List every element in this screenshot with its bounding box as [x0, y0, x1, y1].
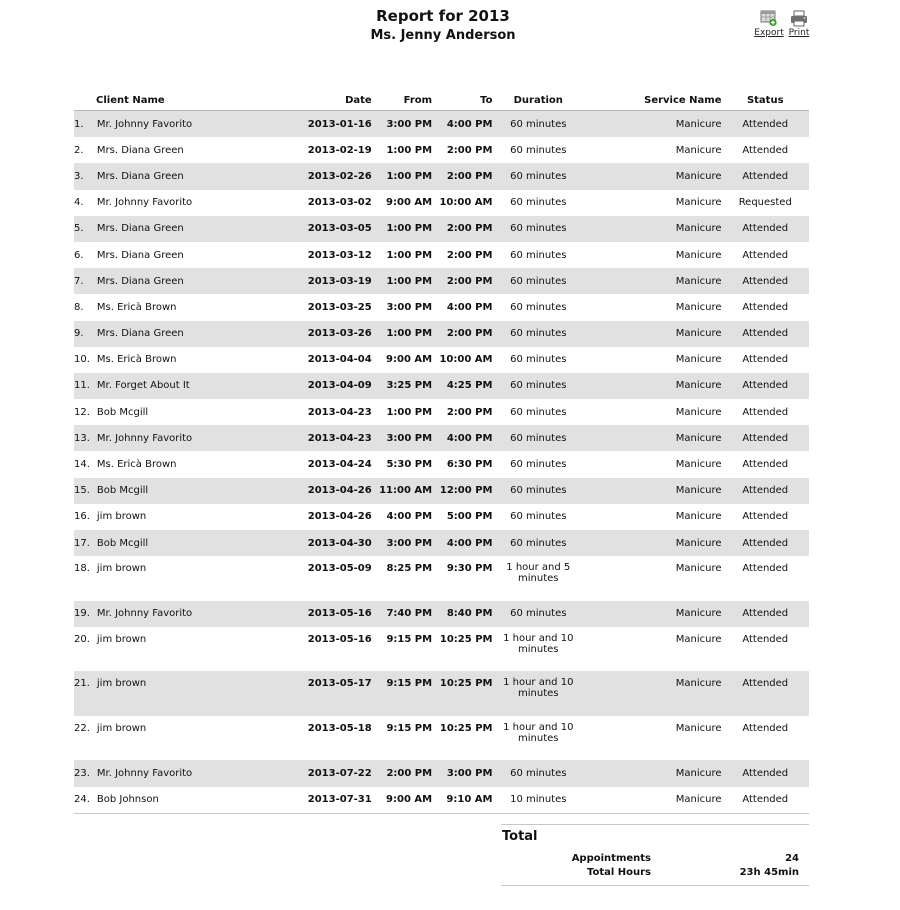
service-name: Manicure — [675, 197, 722, 209]
duration-cell: 60 minutes — [510, 406, 567, 418]
row-number: 7. — [74, 275, 84, 287]
service-name: Manicure — [675, 767, 722, 779]
client-name: Ms. Ericà Brown — [96, 354, 177, 366]
service-name: Manicure — [675, 275, 722, 287]
duration-cell: 60 minutes — [510, 328, 567, 340]
from-time: 8:25 PM — [386, 563, 433, 575]
from-time: 9:15 PM — [386, 678, 433, 690]
status-cell: Attended — [742, 633, 789, 645]
client-name: Mr. Johnny Favorito — [96, 767, 193, 779]
row-number: 14. — [74, 459, 90, 471]
to-time: 4:25 PM — [446, 380, 493, 392]
service-name: Manicure — [675, 223, 722, 235]
report-subtitle: Ms. Jenny Anderson — [370, 28, 516, 43]
status-cell: Attended — [742, 511, 789, 523]
to-time: 4:00 PM — [446, 301, 493, 313]
service-name: Manicure — [675, 118, 722, 130]
date-cell: 2013-05-17 — [307, 678, 372, 690]
service-name: Manicure — [675, 563, 722, 575]
service-name: Manicure — [675, 459, 722, 471]
export-label: Export — [754, 28, 784, 38]
client-name: Mrs. Diana Green — [96, 328, 184, 340]
duration-cell: 60 minutes — [510, 608, 567, 620]
table-row — [74, 294, 809, 320]
row-number: 22. — [74, 722, 90, 734]
from-time: 1:00 PM — [386, 406, 433, 418]
service-name: Manicure — [675, 794, 722, 806]
status-cell: Attended — [742, 459, 789, 471]
table-row — [74, 425, 809, 451]
client-name: Bob Mcgill — [96, 485, 149, 497]
status-cell: Attended — [742, 406, 789, 418]
table-row — [74, 530, 809, 556]
duration-cell: 60 minutes — [510, 511, 567, 523]
to-time: 4:00 PM — [446, 118, 493, 130]
table-row — [74, 321, 809, 347]
duration-cell: 60 minutes — [510, 118, 567, 130]
date-cell: 2013-04-23 — [307, 432, 372, 444]
date-cell: 2013-05-16 — [307, 633, 372, 645]
column-header-client: Client Name — [96, 94, 165, 106]
row-number: 24. — [74, 794, 90, 806]
status-cell: Attended — [742, 563, 789, 575]
table-row — [74, 373, 809, 399]
date-cell: 2013-03-25 — [307, 301, 372, 313]
to-time: 2:00 PM — [446, 144, 493, 156]
row-number: 2. — [74, 144, 84, 156]
date-cell: 2013-04-23 — [307, 406, 372, 418]
client-name: Bob Mcgill — [96, 406, 149, 418]
duration-cell: 60 minutes — [510, 301, 567, 313]
date-cell: 2013-03-26 — [307, 328, 372, 340]
column-header-service: Service Name — [644, 94, 722, 106]
date-cell: 2013-07-22 — [307, 767, 372, 779]
to-time: 10:25 PM — [439, 722, 493, 734]
duration-cell: 60 minutes — [510, 223, 567, 235]
status-cell: Attended — [742, 485, 789, 497]
client-name: Bob Mcgill — [96, 537, 149, 549]
to-time: 2:00 PM — [446, 275, 493, 287]
service-name: Manicure — [675, 328, 722, 340]
export-button[interactable] — [756, 10, 782, 38]
row-number: 13. — [74, 432, 90, 444]
to-time: 10:25 PM — [439, 678, 493, 690]
client-name: jim brown — [96, 563, 147, 575]
print-button[interactable] — [786, 10, 812, 38]
client-name: Mrs. Diana Green — [96, 275, 184, 287]
table-row — [74, 556, 809, 601]
to-time: 2:00 PM — [446, 328, 493, 340]
from-time: 9:00 AM — [386, 794, 433, 806]
client-name: Mrs. Diana Green — [96, 170, 184, 182]
from-time: 1:00 PM — [386, 170, 433, 182]
table-row — [74, 399, 809, 425]
from-time: 3:00 PM — [386, 301, 433, 313]
client-name: Bob Johnson — [96, 794, 159, 806]
column-header-duration: Duration — [513, 94, 563, 106]
service-name: Manicure — [675, 144, 722, 156]
service-name: Manicure — [675, 633, 722, 645]
client-name: Mrs. Diana Green — [96, 249, 184, 261]
column-header-to: To — [480, 94, 493, 106]
appointments-table — [74, 90, 809, 814]
client-name: Mr. Forget About It — [96, 380, 190, 392]
date-cell: 2013-05-18 — [307, 722, 372, 734]
status-cell: Attended — [742, 249, 789, 261]
status-cell: Requested — [738, 197, 792, 209]
date-cell: 2013-03-05 — [307, 223, 372, 235]
from-time: 9:15 PM — [386, 722, 433, 734]
to-time: 5:00 PM — [446, 511, 493, 523]
from-time: 3:00 PM — [386, 537, 433, 549]
row-number: 3. — [74, 170, 84, 182]
row-number: 23. — [74, 767, 90, 779]
row-number: 15. — [74, 485, 90, 497]
from-time: 11:00 AM — [379, 485, 433, 497]
from-time: 1:00 PM — [386, 223, 433, 235]
row-number: 5. — [74, 223, 84, 235]
status-cell: Attended — [742, 432, 789, 444]
table-row — [74, 163, 809, 189]
duration-cell: 60 minutes — [510, 275, 567, 287]
service-name: Manicure — [675, 608, 722, 620]
to-time: 12:00 PM — [439, 485, 493, 497]
to-time: 10:25 PM — [439, 633, 493, 645]
to-time: 3:00 PM — [446, 767, 493, 779]
duration-cell: 60 minutes — [510, 380, 567, 392]
service-name: Manicure — [675, 432, 722, 444]
client-name: jim brown — [96, 633, 147, 645]
table-row — [74, 787, 809, 814]
from-time: 3:00 PM — [386, 432, 433, 444]
status-cell: Attended — [742, 722, 789, 734]
to-time: 2:00 PM — [446, 170, 493, 182]
date-cell: 2013-04-04 — [307, 354, 372, 366]
from-time: 1:00 PM — [386, 275, 433, 287]
to-time: 10:00 AM — [439, 354, 493, 366]
row-number: 11. — [74, 380, 90, 392]
date-cell: 2013-04-26 — [307, 511, 372, 523]
spreadsheet-export-icon — [759, 10, 779, 27]
duration-cell: 60 minutes — [510, 197, 567, 209]
date-cell: 2013-03-19 — [307, 275, 372, 287]
row-number: 19. — [74, 608, 90, 620]
row-number: 10. — [74, 354, 90, 366]
date-cell: 2013-04-09 — [307, 380, 372, 392]
report-title: Report for 2013 — [376, 7, 510, 25]
table-row — [74, 242, 809, 268]
from-time: 3:25 PM — [386, 380, 433, 392]
status-cell: Attended — [742, 794, 789, 806]
to-time: 10:00 AM — [439, 197, 493, 209]
duration-cell: 10 minutes — [510, 794, 567, 806]
status-cell: Attended — [742, 301, 789, 313]
service-name: Manicure — [675, 722, 722, 734]
duration-cell: 60 minutes — [510, 537, 567, 549]
hours-label: Total Hours — [586, 867, 651, 878]
table-row — [74, 268, 809, 294]
duration-cell: 1 hour and 10 minutes — [503, 632, 574, 655]
status-cell: Attended — [742, 223, 789, 235]
row-number: 4. — [74, 197, 84, 209]
table-row — [74, 137, 809, 163]
date-cell: 2013-03-02 — [307, 197, 372, 209]
table-row — [74, 504, 809, 530]
date-cell: 2013-04-30 — [307, 537, 372, 549]
from-time: 1:00 PM — [386, 249, 433, 261]
row-number: 17. — [74, 537, 90, 549]
duration-cell: 1 hour and 10 minutes — [503, 677, 574, 700]
table-row — [74, 347, 809, 373]
table-row — [74, 111, 809, 138]
to-time: 8:40 PM — [446, 608, 493, 620]
duration-cell: 60 minutes — [510, 459, 567, 471]
to-time: 4:00 PM — [446, 432, 493, 444]
service-name: Manicure — [675, 249, 722, 261]
to-time: 9:10 AM — [446, 794, 493, 806]
duration-cell: 60 minutes — [510, 767, 567, 779]
printer-icon — [789, 10, 809, 27]
column-header-status: Status — [746, 94, 784, 106]
row-number: 9. — [74, 328, 84, 340]
status-cell: Attended — [742, 118, 789, 130]
row-number: 12. — [74, 406, 90, 418]
duration-cell: 60 minutes — [510, 249, 567, 261]
duration-cell: 60 minutes — [510, 485, 567, 497]
table-row — [74, 760, 809, 786]
row-number: 8. — [74, 301, 84, 313]
client-name: Ms. Ericà Brown — [96, 459, 177, 471]
status-cell: Attended — [742, 144, 789, 156]
duration-cell: 60 minutes — [510, 170, 567, 182]
table-row — [74, 451, 809, 477]
status-cell: Attended — [742, 328, 789, 340]
table-header-row — [74, 90, 809, 111]
service-name: Manicure — [675, 537, 722, 549]
appointments-value: 24 — [785, 853, 799, 864]
totals-heading: Total — [502, 829, 538, 844]
duration-cell: 60 minutes — [510, 144, 567, 156]
client-name: Mr. Johnny Favorito — [96, 118, 193, 130]
to-time: 2:00 PM — [446, 406, 493, 418]
date-cell: 2013-04-24 — [307, 459, 372, 471]
client-name: Mr. Johnny Favorito — [96, 197, 193, 209]
service-name: Manicure — [675, 170, 722, 182]
row-number: 21. — [74, 678, 90, 690]
date-cell: 2013-05-16 — [307, 608, 372, 620]
from-time: 9:00 AM — [386, 354, 433, 366]
table-row — [74, 627, 809, 672]
service-name: Manicure — [675, 354, 722, 366]
service-name: Manicure — [675, 511, 722, 523]
from-time: 1:00 PM — [386, 144, 433, 156]
client-name: jim brown — [96, 678, 147, 690]
date-cell: 2013-07-31 — [307, 794, 372, 806]
client-name: Ms. Ericà Brown — [96, 301, 177, 313]
client-name: Mr. Johnny Favorito — [96, 432, 193, 444]
date-cell: 2013-03-12 — [307, 249, 372, 261]
status-cell: Attended — [742, 354, 789, 366]
column-header-date: Date — [345, 94, 372, 106]
row-number: 6. — [74, 249, 84, 261]
duration-cell: 1 hour and 5 minutes — [506, 562, 571, 585]
table-row — [74, 716, 809, 761]
to-time: 4:00 PM — [446, 537, 493, 549]
client-name: jim brown — [96, 722, 147, 734]
to-time: 6:30 PM — [446, 459, 493, 471]
service-name: Manicure — [675, 380, 722, 392]
totals-panel — [501, 824, 809, 886]
status-cell: Attended — [742, 678, 789, 690]
date-cell: 2013-02-19 — [307, 144, 372, 156]
from-time: 9:15 PM — [386, 633, 433, 645]
duration-cell: 60 minutes — [510, 432, 567, 444]
status-cell: Attended — [742, 170, 789, 182]
table-row — [74, 601, 809, 627]
table-row — [74, 671, 809, 716]
date-cell: 2013-04-26 — [307, 485, 372, 497]
to-time: 2:00 PM — [446, 223, 493, 235]
client-name: Mr. Johnny Favorito — [96, 608, 193, 620]
hours-value: 23h 45min — [739, 867, 799, 878]
column-header-from: From — [403, 94, 433, 106]
status-cell: Attended — [742, 608, 789, 620]
date-cell: 2013-01-16 — [307, 118, 372, 130]
from-time: 3:00 PM — [386, 118, 433, 130]
to-time: 2:00 PM — [446, 249, 493, 261]
from-time: 5:30 PM — [386, 459, 433, 471]
table-row — [74, 216, 809, 242]
client-name: Mrs. Diana Green — [96, 223, 184, 235]
client-name: jim brown — [96, 511, 147, 523]
to-time: 9:30 PM — [446, 563, 493, 575]
status-cell: Attended — [742, 767, 789, 779]
from-time: 7:40 PM — [386, 608, 433, 620]
service-name: Manicure — [675, 485, 722, 497]
status-cell: Attended — [742, 380, 789, 392]
row-number: 20. — [74, 633, 90, 645]
from-time: 9:00 AM — [386, 197, 433, 209]
service-name: Manicure — [675, 301, 722, 313]
from-time: 1:00 PM — [386, 328, 433, 340]
date-cell: 2013-02-26 — [307, 170, 372, 182]
client-name: Mrs. Diana Green — [96, 144, 184, 156]
duration-cell: 1 hour and 10 minutes — [503, 721, 574, 744]
row-number: 1. — [74, 118, 84, 130]
from-time: 4:00 PM — [386, 511, 433, 523]
duration-cell: 60 minutes — [510, 354, 567, 366]
table-row — [74, 478, 809, 504]
row-number: 18. — [74, 563, 90, 575]
date-cell: 2013-05-09 — [307, 563, 372, 575]
status-cell: Attended — [742, 537, 789, 549]
print-label: Print — [788, 28, 810, 38]
report-actions — [756, 10, 812, 38]
service-name: Manicure — [675, 406, 722, 418]
appointments-label: Appointments — [571, 853, 651, 864]
service-name: Manicure — [675, 678, 722, 690]
table-row — [74, 190, 809, 216]
status-cell: Attended — [742, 275, 789, 287]
row-number: 16. — [74, 511, 90, 523]
from-time: 2:00 PM — [386, 767, 433, 779]
